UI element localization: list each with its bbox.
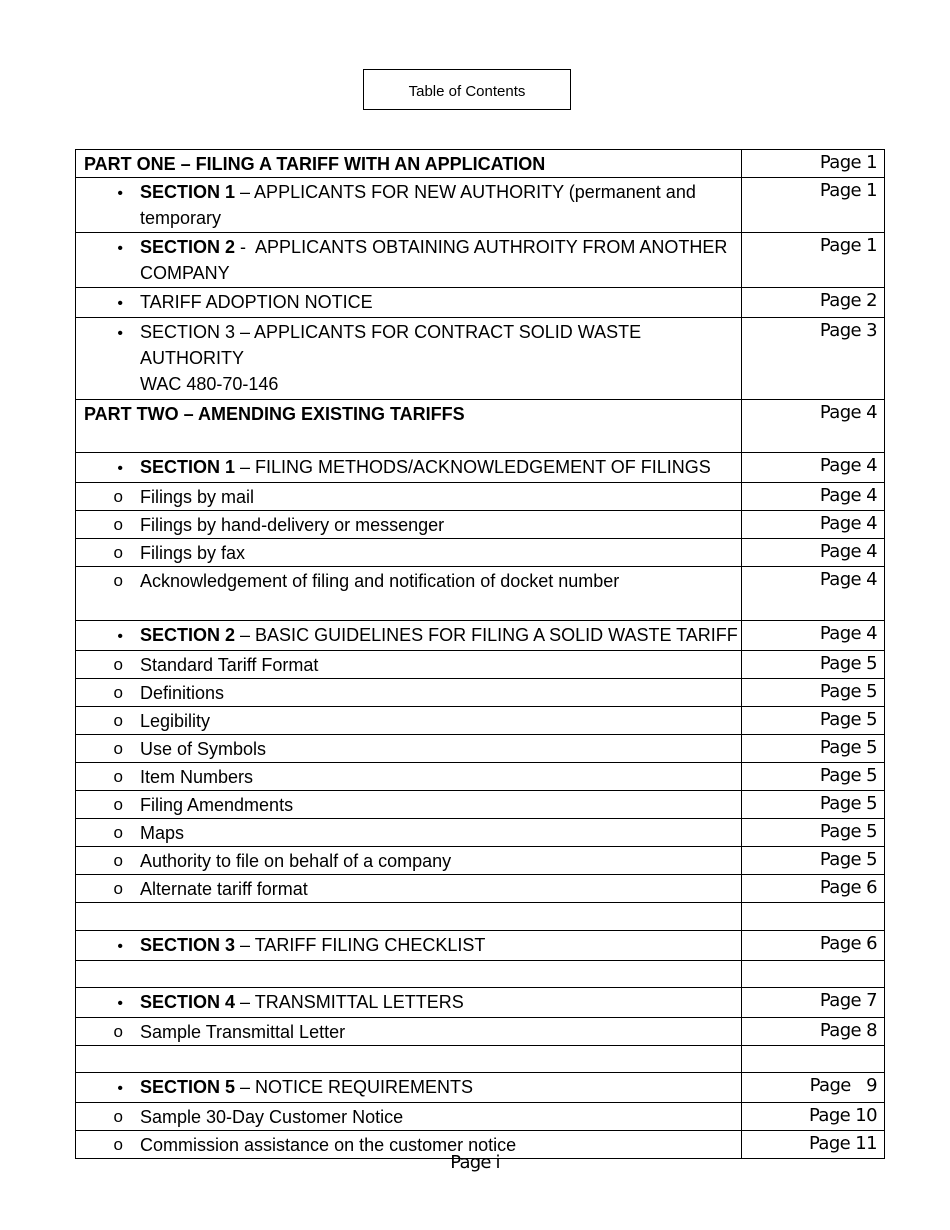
toc-entry-cell xyxy=(76,903,742,931)
entry-title: Filings by fax xyxy=(140,543,246,563)
circle-bullet-icon: o xyxy=(113,1107,123,1126)
section-label: SECTION 4 xyxy=(140,992,236,1012)
toc-entry-cell xyxy=(76,651,742,679)
part-heading: PART ONE – FILING A TARIFF WITH AN APPLICATION xyxy=(84,154,546,174)
toc-entry-cell xyxy=(76,567,742,621)
entry-title: TARIFF ADOPTION NOTICE xyxy=(140,292,373,312)
toc-entry-cell xyxy=(76,1018,742,1046)
toc-entry-row xyxy=(76,735,885,763)
toc-entry-text xyxy=(140,876,741,902)
toc-entry-row xyxy=(76,763,885,791)
toc-entry-text xyxy=(140,1074,741,1102)
toc-entry-text xyxy=(140,234,741,286)
toc-page-cell xyxy=(742,1103,885,1131)
entry-title: Acknowledgement of filing and notification of docket number xyxy=(140,571,620,591)
toc-page-cell xyxy=(742,511,885,539)
entry-title: Definitions xyxy=(140,683,225,703)
toc-entry-row xyxy=(76,988,885,1018)
toc-entry-text xyxy=(140,736,741,762)
entry-title: Alternate tariff format xyxy=(140,879,308,899)
toc-entry-cell xyxy=(76,1103,742,1131)
toc-entry-cell xyxy=(76,875,742,903)
toc-entry-row xyxy=(76,847,885,875)
toc-entry-text xyxy=(140,1019,741,1045)
toc-entry-row xyxy=(76,483,885,511)
toc-entry-text xyxy=(140,764,741,790)
toc-page-cell xyxy=(742,679,885,707)
circle-bullet-icon: o xyxy=(113,487,123,506)
page-number: Page 10 xyxy=(808,1105,877,1126)
toc-page-cell xyxy=(742,453,885,483)
page-number: Page 5 xyxy=(819,849,877,870)
toc-entry-row xyxy=(76,1073,885,1103)
toc-entry-text xyxy=(140,568,741,594)
toc-entry-text xyxy=(140,289,741,317)
toc-entry-cell xyxy=(76,400,742,453)
page-number: Page 5 xyxy=(819,681,877,702)
toc-title: Table of Contents xyxy=(363,69,571,110)
circle-bullet-icon: o xyxy=(113,683,123,702)
toc-page-cell xyxy=(742,178,885,233)
toc-entry-row xyxy=(76,233,885,288)
page-number: Page 4 xyxy=(819,569,877,590)
part-heading: PART TWO – AMENDING EXISTING TARIFFS xyxy=(84,404,465,424)
entry-title: Authority to file on behalf of a company xyxy=(140,851,452,871)
toc-page-cell xyxy=(742,483,885,511)
toc-entry-text xyxy=(140,512,741,538)
page-number: Page 1 xyxy=(819,180,877,201)
circle-bullet-icon: o xyxy=(113,655,123,674)
toc-entry-row xyxy=(76,178,885,233)
toc-entry-row xyxy=(76,931,885,961)
entry-title: - APPLICANTS OBTAINING AUTHROITY FROM ANOTHER COMPANY xyxy=(140,237,733,283)
toc-page-cell xyxy=(742,318,885,400)
toc-entry-text xyxy=(140,652,741,678)
circle-bullet-icon: o xyxy=(113,823,123,842)
toc-entry-text xyxy=(140,708,741,734)
toc-entry-cell xyxy=(76,931,742,961)
entry-subtitle: WAC 480-70-146 xyxy=(140,374,279,394)
toc-page-cell xyxy=(742,931,885,961)
toc-entry-text xyxy=(140,820,741,846)
toc-page-cell xyxy=(742,735,885,763)
toc-page-cell xyxy=(742,651,885,679)
page-number: Page 6 xyxy=(819,877,877,898)
page-number: Page 5 xyxy=(819,765,877,786)
section-label: SECTION 5 xyxy=(140,1077,236,1097)
bullet-icon xyxy=(76,319,140,397)
entry-title: Sample 30-Day Customer Notice xyxy=(140,1107,404,1127)
page-number: Page 1 xyxy=(819,152,877,173)
page-number: Page 4 xyxy=(819,485,877,506)
entry-title: – NOTICE REQUIREMENTS xyxy=(235,1077,474,1097)
toc-entry-cell xyxy=(76,288,742,318)
entry-title: – BASIC GUIDELINES FOR FILING A SOLID WASTE TARIFF xyxy=(235,625,738,645)
toc-entry-row xyxy=(76,288,885,318)
page-number: Page 4 xyxy=(819,455,877,476)
page-number: Page 5 xyxy=(819,737,877,758)
toc-page-cell xyxy=(742,233,885,288)
circle-bullet-icon: o xyxy=(113,879,123,898)
toc-page-cell xyxy=(742,847,885,875)
toc-page-cell xyxy=(742,763,885,791)
page-footer: Page i xyxy=(450,1152,500,1173)
toc-page-cell xyxy=(742,1046,885,1073)
entry-title: Commission assistance on the customer notice xyxy=(140,1135,517,1155)
toc-entry-cell xyxy=(76,318,742,400)
toc-entry-cell xyxy=(76,988,742,1018)
page-number: Page 7 xyxy=(819,990,877,1011)
toc-entry-row xyxy=(76,511,885,539)
toc-page-cell xyxy=(742,621,885,651)
bullet-icon xyxy=(76,179,140,231)
circle-bullet-icon: o xyxy=(113,767,123,786)
toc-blank-row xyxy=(76,1046,885,1073)
page-number: Page 5 xyxy=(819,653,877,674)
toc-entry-text xyxy=(140,622,741,650)
toc-entry-text xyxy=(140,319,741,397)
toc-entry-cell xyxy=(76,1046,742,1073)
toc-page-cell xyxy=(742,988,885,1018)
bullet-icon xyxy=(76,622,140,650)
section-label: SECTION 3 xyxy=(140,935,236,955)
toc-entry-row xyxy=(76,567,885,621)
entry-title: Item Numbers xyxy=(140,767,254,787)
toc-entry-cell xyxy=(76,679,742,707)
toc-page-cell xyxy=(742,875,885,903)
section-label: SECTION 1 xyxy=(140,182,236,202)
page-number: Page 9 xyxy=(809,1075,877,1096)
entry-title: Filings by hand-delivery or messenger xyxy=(140,515,445,535)
toc-entry-cell xyxy=(76,847,742,875)
entry-title: Filing Amendments xyxy=(140,795,294,815)
entry-title: – TRANSMITTAL LETTERS xyxy=(235,992,464,1012)
entry-title: SECTION 3 – APPLICANTS FOR CONTRACT SOLID WASTE AUTHORITY xyxy=(140,322,646,368)
page-number: Page 4 xyxy=(819,402,877,423)
toc-entry-cell xyxy=(76,483,742,511)
toc-entry-row xyxy=(76,621,885,651)
circle-bullet-icon: o xyxy=(113,1022,123,1041)
entry-title: Use of Symbols xyxy=(140,739,267,759)
toc-part-row xyxy=(76,150,885,178)
toc-page-cell xyxy=(742,961,885,988)
entry-title: Sample Transmittal Letter xyxy=(140,1022,346,1042)
toc-entry-text xyxy=(140,454,741,482)
toc-page-cell xyxy=(742,707,885,735)
toc-entry-row xyxy=(76,1018,885,1046)
toc-entry-cell xyxy=(76,511,742,539)
toc-entry-cell xyxy=(76,763,742,791)
toc-entry-row xyxy=(76,875,885,903)
circle-bullet-icon: o xyxy=(113,1135,123,1154)
toc-entry-row xyxy=(76,679,885,707)
toc-entry-text xyxy=(140,680,741,706)
toc-entry-cell xyxy=(76,735,742,763)
toc-entry-cell xyxy=(76,961,742,988)
toc-entry-text xyxy=(140,792,741,818)
toc-page-cell xyxy=(742,567,885,621)
toc-entry-row xyxy=(76,1103,885,1131)
page-number: Page 5 xyxy=(819,793,877,814)
section-label: SECTION 2 xyxy=(140,625,236,645)
circle-bullet-icon: o xyxy=(113,571,123,590)
page-number: Page 8 xyxy=(819,1020,877,1041)
toc-entry-row xyxy=(76,819,885,847)
entry-title: Legibility xyxy=(140,711,211,731)
toc-blank-row xyxy=(76,961,885,988)
bullet-icon xyxy=(76,454,140,482)
entry-title: Filings by mail xyxy=(140,487,255,507)
toc-entry-cell xyxy=(76,453,742,483)
circle-bullet-icon: o xyxy=(113,739,123,758)
toc-part-row xyxy=(76,400,885,453)
bullet-icon xyxy=(76,1074,140,1102)
page-number: Page 5 xyxy=(819,709,877,730)
toc-page-cell xyxy=(742,539,885,567)
toc-entry-row xyxy=(76,707,885,735)
toc-entry-cell xyxy=(76,539,742,567)
section-label: SECTION 2 xyxy=(140,237,236,257)
page-number: Page 6 xyxy=(819,933,877,954)
toc-entry-text xyxy=(140,484,741,510)
toc-entry-cell xyxy=(76,621,742,651)
entry-title: Maps xyxy=(140,823,185,843)
toc-entry-cell xyxy=(76,178,742,233)
entry-title: Standard Tariff Format xyxy=(140,655,319,675)
toc-entry-text xyxy=(140,932,741,960)
toc-entry-row xyxy=(76,318,885,400)
toc-entry-cell xyxy=(76,233,742,288)
circle-bullet-icon: o xyxy=(113,795,123,814)
toc-entry-text xyxy=(140,1104,741,1130)
circle-bullet-icon: o xyxy=(113,515,123,534)
toc-page-cell xyxy=(742,150,885,178)
toc-entry-row xyxy=(76,539,885,567)
page-number: Page 11 xyxy=(808,1133,877,1154)
toc-page-cell xyxy=(742,1073,885,1103)
page-number: Page 5 xyxy=(819,821,877,842)
toc-page-cell xyxy=(742,903,885,931)
page-number: Page 1 xyxy=(819,235,877,256)
circle-bullet-icon: o xyxy=(113,851,123,870)
toc-entry-row xyxy=(76,651,885,679)
toc-entry-row xyxy=(76,791,885,819)
bullet-icon xyxy=(76,289,140,317)
toc-page-cell xyxy=(742,288,885,318)
entry-title: – TARIFF FILING CHECKLIST xyxy=(235,935,486,955)
page-number: Page 4 xyxy=(819,513,877,534)
toc-entry-cell xyxy=(76,1073,742,1103)
page-number: Page 2 xyxy=(819,290,877,311)
toc-entry-text xyxy=(140,848,741,874)
toc-entry-cell xyxy=(76,707,742,735)
page-number: Page 3 xyxy=(819,320,877,341)
toc-entry-text xyxy=(140,540,741,566)
toc-page-cell xyxy=(742,819,885,847)
circle-bullet-icon: o xyxy=(113,711,123,730)
toc-blank-row xyxy=(76,903,885,931)
toc-page-cell xyxy=(742,400,885,453)
entry-title: – APPLICANTS FOR NEW AUTHORITY (permanent and temporary xyxy=(140,182,701,228)
bullet-icon xyxy=(76,932,140,960)
toc-entry-text xyxy=(140,989,741,1017)
toc-entry-row xyxy=(76,453,885,483)
toc-table xyxy=(75,149,885,1159)
toc-entry-cell xyxy=(76,150,742,178)
bullet-icon xyxy=(76,989,140,1017)
circle-bullet-icon: o xyxy=(113,543,123,562)
toc-entry-cell xyxy=(76,819,742,847)
toc-entry-text xyxy=(140,179,741,231)
page-number: Page 4 xyxy=(819,541,877,562)
toc-entry-cell xyxy=(76,791,742,819)
toc-page-cell xyxy=(742,791,885,819)
section-label: SECTION 1 xyxy=(140,457,236,477)
entry-title: – FILING METHODS/ACKNOWLEDGEMENT OF FILINGS xyxy=(235,457,711,477)
toc-page-cell xyxy=(742,1018,885,1046)
page-number: Page 4 xyxy=(819,623,877,644)
bullet-icon xyxy=(76,234,140,286)
